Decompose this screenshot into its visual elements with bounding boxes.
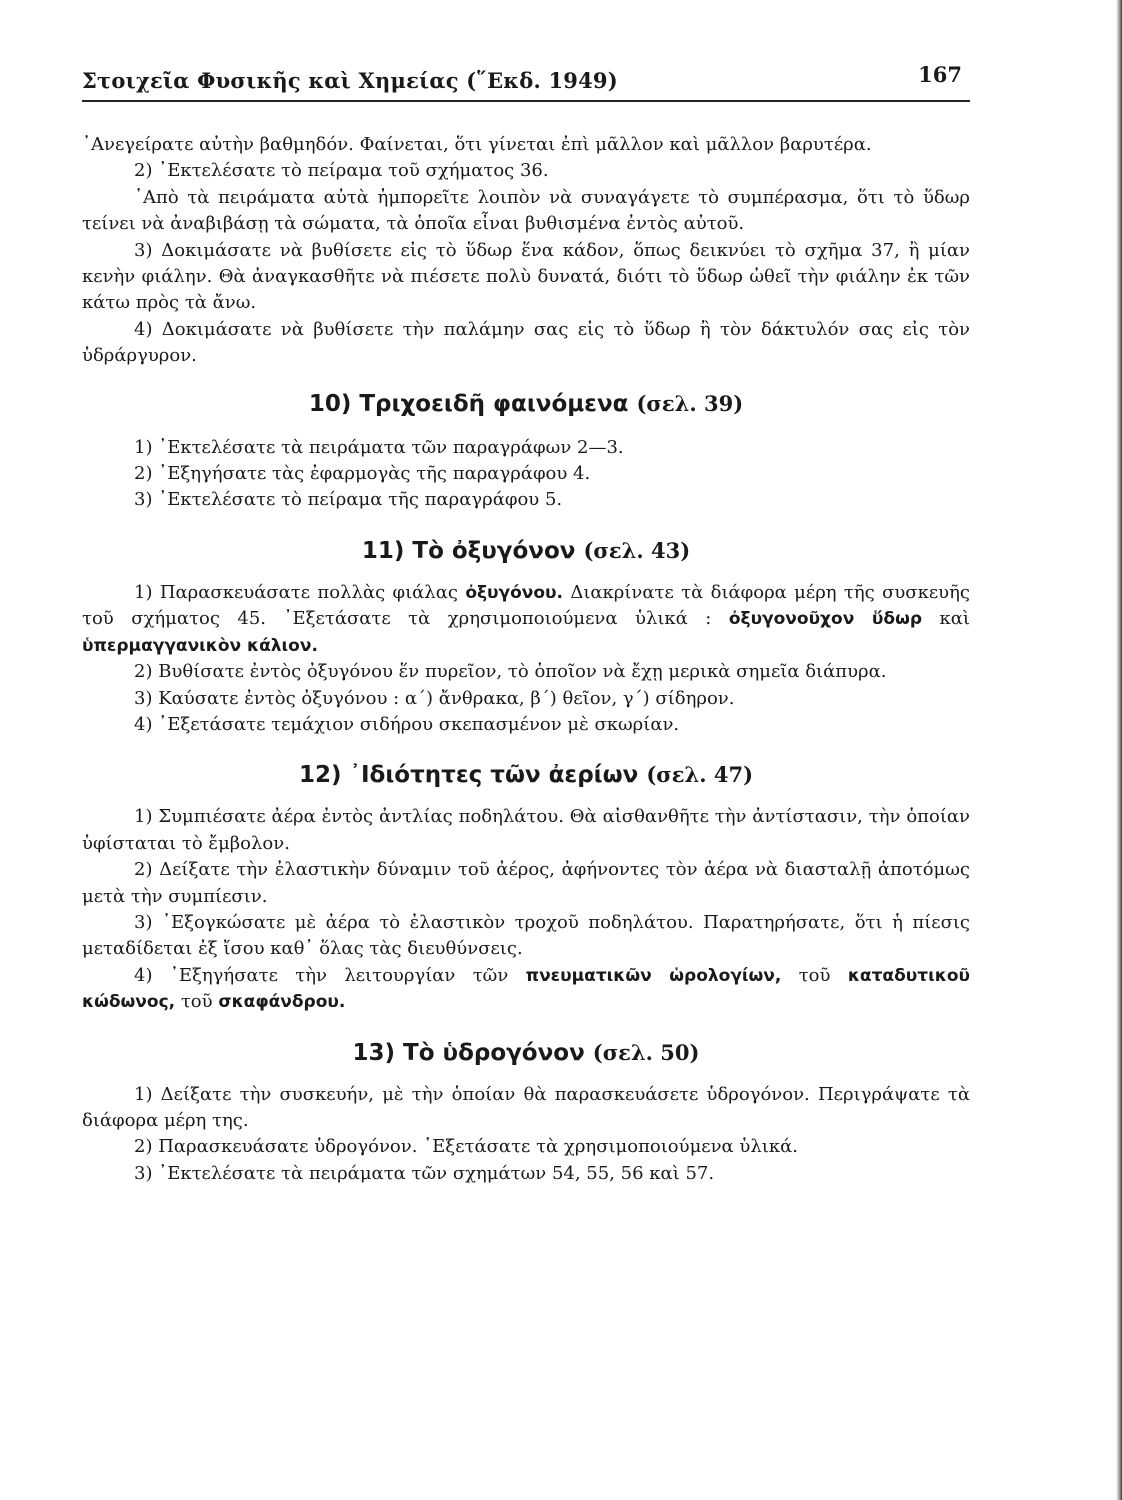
section-title: 13) Τὸ ὑδρογόνον [352, 1039, 585, 1066]
list-item: 3) Καύσατε ἐντὸς ὀξυγόνου : α΄) ἄνθρακα, β΄) θεῖον, γ΄) σίδηρον. [134, 687, 735, 709]
intro-paragraph-1: ᾿Ανεγείρατε αὐτὴν βαθμηδόν. Φαίνεται, ὅτι γίνεται ἐπὶ μᾶλλον καὶ μᾶλλον βαρυτέρα. [82, 134, 872, 155]
bold-term: ὀξυγονοῦχον ὕδωρ [728, 609, 923, 630]
section-title: 12) ᾿Ιδιότητες τῶν ἀερίων [298, 762, 639, 789]
page-edge-shadow [1116, 0, 1122, 1500]
intro-conclusion: ᾿Απὸ τὰ πειράματα αὐτὰ ἠμπορεῖτε λοιπὸν νὰ συναγάγετε τὸ συμπέρασμα, ὅτι τὸ ὕδωρ τείνει νὰ ἀναβιβάσῃ τὰ σώματα, τὰ ὁποῖα εἶναι βυθισμένα ἐντὸς αὐτοῦ. [82, 186, 970, 235]
list-item: 2) ᾿Εξηγήσατε τὰς ἐφαρμογὰς τῆς παραγράφου 4. [134, 463, 591, 485]
section-page-ref: (σελ. 43) [583, 537, 691, 563]
page-number: 167 [918, 62, 962, 87]
list-item: 4) ᾿Εξετάσατε τεμάχιον σιδήρου σκεπασμένον μὲ σκωρίαν. [134, 713, 680, 735]
bold-term: καταδυτικοῦ κώδωνος, [82, 965, 970, 1013]
list-item: 3) ᾿Εκτελέσατε τὸ πείραμα τῆς παραγράφου 5. [134, 489, 563, 511]
section-heading-10 [82, 389, 970, 419]
list-item: 3) ᾿Εξογκώσατε μὲ ἀέρα τὸ ἐλαστικὸν τροχοῦ ποδηλάτου. Παρατηρήσατε, ὅτι ἡ πίεσις μεταδίδεται ἐξ ἴσου καθ᾿ ὅλας τὰς διευθύνσεις. [82, 911, 970, 960]
list-item: 2) Βυθίσατε ἐντὸς ὀξυγόνου ἕν πυρεῖον, τὸ ὁποῖον νὰ ἔχῃ μερικὰ σημεῖα διάπυρα. [134, 661, 887, 683]
section-page-ref: (σελ. 47) [646, 762, 754, 788]
list-item: 1) Παρασκευάσατε πολλὰς φιάλας ὀξυγόνου. Διακρίνατε τὰ διάφορα μέρη τῆς συσκευῆς τοῦ σχήματος 45. ᾿Εξετάσατε τὰ χρησιμοποιούμενα ὑλικά : ὀξυγονοῦχον ὕδωρ καὶ ὑπερμαγγανικὸν κάλιον. [82, 581, 970, 656]
bold-term: ὑπερμαγγανικὸν κάλιον. [82, 635, 318, 656]
header-title: Στοιχεῖα Φυσικῆς καὶ Χημείας (῞Εκδ. 1949) [82, 68, 618, 93]
section-heading-13 [82, 1038, 970, 1068]
list-item: 2) Δείξατε τὴν ἐλαστικὴν δύναμιν τοῦ ἀέρος, ἀφήνοντες τὸν ἀέρα νὰ διασταλῇ ἀποτόμως μετὰ τὴν συμπίεσιν. [82, 859, 970, 907]
bold-term: σκαφάνδρου. [218, 992, 346, 1013]
list-item: 3) ᾿Εκτελέσατε τὰ πειράματα τῶν σχημάτων 54, 55, 56 καὶ 57. [134, 1162, 715, 1184]
list-item: 2) Παρασκευάσατε ὑδρογόνον. ᾿Εξετάσατε τὰ χρησιμοποιούμενα ὑλικά. [134, 1136, 798, 1158]
intro-item-2: 2) ᾿Εκτελέσατε τὸ πείραμα τοῦ σχήματος 36. [134, 160, 549, 182]
section-page-ref: (σελ. 39) [636, 390, 744, 416]
bold-term: ὀξυγόνου. [465, 582, 563, 603]
section-title: 11) Τὸ ὀξυγόνον [361, 537, 576, 564]
bold-term: πνευματικῶν ὡρολογίων, [525, 965, 782, 986]
page-body [82, 132, 970, 1187]
header-rule [82, 100, 970, 102]
intro-item-4: 4) Δοκιμάσατε νὰ βυθίσετε τὴν παλάμην σας εἰς τὸ ὕδωρ ἢ τὸν δάκτυλόν σας εἰς τὸν ὑδράργυρον. [82, 318, 970, 367]
list-item: 1) Δείξατε τὴν συσκευήν, μὲ τὴν ὁποίαν θὰ παρασκευάσετε ὑδρογόνον. Περιγράψατε τὰ διάφορα μέρη της. [82, 1083, 970, 1131]
section-heading-11 [82, 536, 970, 566]
section-heading-12 [82, 760, 970, 790]
list-item: 1) ᾿Εκτελέσατε τὰ πειράματα τῶν παραγράφων 2—3. [134, 436, 624, 458]
section-page-ref: (σελ. 50) [592, 1039, 700, 1065]
running-header [82, 60, 970, 102]
list-item: 1) Συμπιέσατε ἀέρα ἐντὸς ἀντλίας ποδηλάτου. Θὰ αἰσθανθῆτε τὴν ἀντίστασιν, τὴν ὁποίαν ὑφίσταται τὸ ἔμβολον. [82, 806, 970, 854]
list-item: 4) ᾿Εξηγήσατε τὴν λειτουργίαν τῶν πνευματικῶν ὡρολογίων, τοῦ καταδυτικοῦ κώδωνος, τοῦ σκαφάνδρου. [82, 964, 970, 1013]
intro-item-3: 3) Δοκιμάσατε νὰ βυθίσετε εἰς τὸ ὕδωρ ἕνα κάδον, ὅπως δεικνύει τὸ σχῆμα 37, ἢ μίαν κενὴν φιάλην. Θὰ ἀναγκασθῆτε νὰ πιέσετε πολὺ δυνατά, διότι τὸ ὕδωρ ὠθεῖ τὴν φιάλην ἐκ τῶν κάτω πρὸς τὰ ἄνω. [82, 239, 970, 314]
section-title: 10) Τριχοειδῆ φαινόμενα [308, 390, 629, 417]
